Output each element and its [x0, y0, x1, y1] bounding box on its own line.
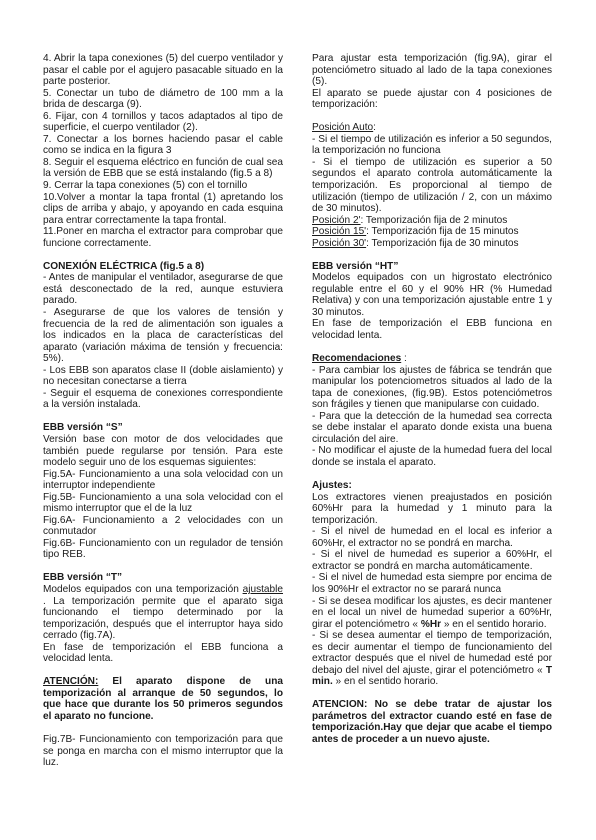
section-heading: EBB versión “HT” — [312, 260, 399, 272]
paragraph: Fig.6A- Funcionamiento a 2 velocidades con un conmutador — [43, 514, 283, 538]
right-column — [312, 53, 552, 746]
paragraph: - Si el tiempo de utilización es superior a 50 segundos el aparato controla automáticamente la temporización. Es proporcional al tiempo de utilización (tiempo de utilización / 2, con un máximo de 30 minutos). — [312, 156, 552, 215]
paragraph: En fase de temporización el EBB funciona a velocidad lenta. — [43, 641, 283, 665]
paragraph: Versión base con motor de dos velocidades que también puede regularse por tensión. Para este modelo seguir uno de los esquemas siguientes: — [43, 433, 283, 469]
paragraph — [43, 584, 283, 642]
section-heading: ATENCION: No se debe tratar de ajustar los parámetros del extractor cuando esté en fase de temporización.Hay que dejar que acabe el tiempo antes de proceder a un nuevo ajuste. — [312, 699, 552, 746]
spacer — [312, 342, 552, 354]
paragraph — [312, 630, 552, 688]
paragraph: - Para que la detección de la humedad sea correcta se debe instalar el aparato donde exista una buena circulación del aire. — [312, 410, 552, 445]
underlined-text: ajustable — [242, 584, 283, 596]
underlined-text: Posición 15' — [312, 226, 367, 238]
paragraph: Fig.5A- Funcionamiento a una sola velocidad con un interruptor independiente — [43, 468, 283, 492]
paragraph: - Asegurarse de que los valores de tensión y frecuencia de la red de alimentación son iguales a los indicados en la placa de características del aparato (variación máxima de tensión y frecuencia: 5%). — [43, 306, 283, 365]
paragraph: Fig.5B- Funcionamiento a una sola velocidad con el mismo interruptor que el de la luz — [43, 491, 283, 515]
spacer — [312, 469, 552, 481]
paragraph: 6. Fijar, con 4 tornillos y tacos adaptados al tipo de superficie, el cuerpo ventilador (2). — [43, 110, 283, 134]
spacer — [312, 249, 552, 261]
text-run: : Temporización fija de 15 minutos — [366, 226, 519, 238]
paragraph: - Los EBB son aparatos clase II (doble aislamiento) y no necesitan conectarse a tierra — [43, 364, 283, 388]
text-run: El aparato dispone de una temporización al arranque de 50 segundos, lo que hace que durante los 50 primeros segundos el aparato no funcione. — [43, 676, 283, 722]
paragraph: - Para cambiar los ajustes de fábrica se tendrán que manipular los potenciometros situados al lado de la tapa de conexiones, (fig.9B). Estos potenciómetros son frágiles y tienen que manipularse con cuidado. — [312, 364, 552, 411]
underlined-text: Posición 2' — [312, 214, 361, 226]
text-run: - Si se desea aumentar el tiempo de temporización, es decir aumentar el tiempo de funcionamiento del extractor después que el nivel de humedad esté por debajo del nivel del ajuste, girar el potenciómetro « — [312, 630, 552, 676]
paragraph — [312, 596, 552, 631]
underlined-text: Recomendaciones — [312, 353, 402, 365]
paragraph: - Antes de manipular el ventilador, asegurarse de que está desconectado de la red, aunque estuviera parado. — [43, 272, 283, 307]
text-run: %Hr — [420, 618, 442, 630]
paragraph: - No modificar el ajuste de la humedad fuera del local donde se instala el aparato. — [312, 445, 552, 468]
paragraph — [312, 238, 552, 250]
paragraph: - Si el nivel de humedad esta siempre por encima de los 90%Hr el extractor no se parará nunca — [312, 572, 552, 595]
spacer — [43, 665, 283, 677]
paragraph: 4. Abrir la tapa conexiones (5) del cuerpo ventilador y pasar el cable por el agujero pasacable situado en la parte posterior. — [43, 53, 283, 88]
text-run: : Temporización fija de 30 minutos — [366, 237, 519, 249]
paragraph: El aparato se puede ajustar con 4 posiciones de temporización: — [312, 87, 552, 111]
spacer — [43, 723, 283, 735]
paragraph — [43, 676, 283, 722]
text-run: : — [373, 122, 376, 134]
paragraph: 10.Volver a montar la tapa frontal (1) apretando los clips de arriba y abajo, y apoyando en cada esquina para entrar correctamente la tapa frontal. — [43, 191, 283, 226]
text-run: » en el sentido horario. — [441, 618, 547, 630]
spacer — [312, 688, 552, 700]
paragraph: 5. Conectar un tubo de diámetro de 100 mm a la brida de descarga (9). — [43, 87, 283, 111]
paragraph: 11.Poner en marcha el extractor para comprobar que funcione correctamente. — [43, 226, 283, 249]
text-run: » en el sentido horario. — [332, 676, 439, 688]
paragraph — [312, 226, 552, 238]
text-run: - Si se desea modificar los ajustes, es decir mantener en el local un nivel de humedad superior a 60%Hr, girar el potenciómetro « — [312, 595, 552, 630]
text-run: : Temporización fija de 2 minutos — [360, 214, 508, 226]
spacer — [43, 249, 283, 261]
text-run: T min. — [312, 664, 552, 688]
paragraph: Fig.6B- Funcionamiento con un regulador de tensión tipo REB. — [43, 537, 283, 561]
paragraph — [312, 215, 552, 227]
paragraph: En fase de temporización el EBB funciona en velocidad lenta. — [312, 318, 552, 342]
section-heading: CONEXIÓN ELÉCTRICA (fig.5 a 8) — [43, 260, 205, 272]
paragraph: - Si el nivel de humedad en el local es inferior a 60%Hr, el extractor no se pondrá en marcha. — [312, 526, 552, 549]
text-run: Modelos equipados con una temporización — [43, 584, 243, 596]
section-heading: Ajustes: — [312, 480, 352, 492]
paragraph — [312, 353, 552, 365]
paragraph: - Si el tiempo de utilización es inferior a 50 segundos, la temporización no funciona — [312, 133, 552, 157]
text-run: : — [401, 353, 407, 365]
underlined-text: Posición Auto — [312, 122, 374, 134]
paragraph — [312, 122, 552, 134]
spacer — [43, 561, 283, 573]
underlined-text: ATENCIÓN: — [43, 676, 99, 688]
section-heading: EBB versión “S” — [43, 422, 123, 434]
paragraph: 9. Cerrar la tapa conexiones (5) con el tornillo — [43, 180, 248, 192]
paragraph: - Si el nivel de humedad es superior a 60%Hr, el extractor se pondrá en marcha automáticamente. — [312, 549, 552, 572]
spacer — [43, 411, 283, 423]
paragraph: 7. Conectar a los bornes haciendo pasar el cable como se indica en la figura 3 — [43, 133, 283, 157]
paragraph: Para ajustar esta temporización (fig.9A), girar el potenciómetro situado al lado de la tapa conexiones (5). — [312, 53, 552, 88]
section-heading: EBB versión “T” — [43, 572, 123, 584]
paragraph: Fig.7B- Funcionamiento con temporización para que se ponga en marcha con el mismo interruptor que la luz. — [43, 734, 283, 769]
paragraph: Los extractores vienen preajustados en posición 60%Hr para la humedad y 1 minuto para la temporización. — [312, 491, 552, 526]
paragraph: - Seguir el esquema de conexiones correspondiente a la versión instalada. — [43, 387, 283, 411]
underlined-text: Posición 30' — [312, 237, 367, 249]
spacer — [312, 111, 552, 123]
paragraph: Modelos equipados con un higrostato electrónico regulable entre el 60 y el 90% HR (% Humedad Relativa) y con una temporización ajustable entre 1 y 30 minutos. — [312, 272, 552, 318]
paragraph: 8. Seguir el esquema eléctrico en función de cual sea la versión de EBB que se está instalando (fig.5 a 8) — [43, 156, 283, 180]
left-column — [43, 53, 283, 769]
text-run: . La temporización permite que el aparato siga funcionando el tiempo determinado por la temporización, después que el interruptor haya sido cerrado (fig.7A). — [43, 595, 283, 642]
